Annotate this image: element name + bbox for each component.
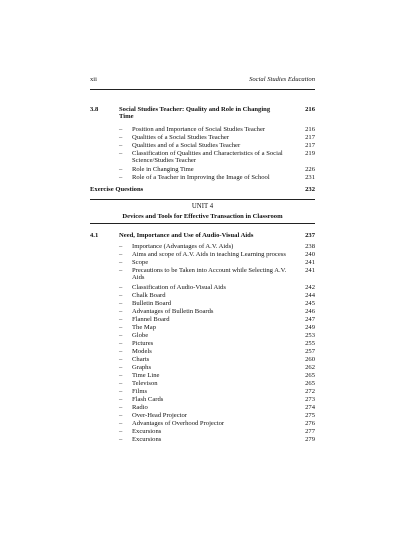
toc-item-text: Role in Changing Time xyxy=(132,166,194,173)
dash: – xyxy=(119,308,123,315)
toc-item-page: 241 xyxy=(305,267,315,274)
unit-top-rule xyxy=(90,199,315,200)
dash: – xyxy=(119,396,123,403)
toc-item-text: Scope xyxy=(132,259,149,266)
toc-item-page: 217 xyxy=(305,142,315,149)
dash: – xyxy=(119,292,123,299)
toc-item-text: Precautions to be Taken into Account while Selecting A.V. Aids xyxy=(132,267,287,282)
unit-bottom-rule xyxy=(90,223,315,224)
toc-item-page: 240 xyxy=(305,251,315,258)
dash: – xyxy=(119,340,123,347)
toc-item-text: Charts xyxy=(132,356,150,363)
dash: – xyxy=(119,126,123,133)
exercise-page: 232 xyxy=(305,186,315,193)
toc-item-page: 273 xyxy=(305,396,315,403)
toc-item-text: Time Line xyxy=(132,372,160,379)
toc-item-text: Flash Cards xyxy=(132,396,164,403)
dash: – xyxy=(119,316,123,323)
dash: – xyxy=(119,259,123,266)
toc-item-page: 216 xyxy=(305,126,315,133)
toc-item-page: 277 xyxy=(305,428,315,435)
toc-item-page: 272 xyxy=(305,388,315,395)
toc-item-text: Importance (Advantages of A.V. Aids) xyxy=(132,243,234,250)
toc-item-page: 246 xyxy=(305,308,315,315)
toc-item-text: Flannel Board xyxy=(132,316,170,323)
dash: – xyxy=(119,348,123,355)
dash: – xyxy=(119,388,123,395)
toc-item-page: 231 xyxy=(305,174,315,181)
toc-item-text: Graphs xyxy=(132,364,152,371)
toc-item-page: 257 xyxy=(305,348,315,355)
dash: – xyxy=(119,412,123,419)
toc-item-page: 276 xyxy=(305,420,315,427)
toc-item-page: 274 xyxy=(305,404,315,411)
dash: – xyxy=(119,134,123,141)
dash: – xyxy=(119,364,123,371)
toc-item-text: Classification of Audio-Visual Aids xyxy=(132,284,226,291)
toc-item-page: 241 xyxy=(305,259,315,266)
toc-item-text: Advantages of Bulletin Boards xyxy=(132,308,214,315)
toc-item-page: 242 xyxy=(305,284,315,291)
toc-item-page: 226 xyxy=(305,166,315,173)
page-number: xii xyxy=(90,76,97,83)
toc-item-text: Qualities of a Social Studies Teacher xyxy=(132,134,230,141)
toc-item-text: Excursions xyxy=(132,428,162,435)
dash: – xyxy=(119,428,123,435)
dash: – xyxy=(119,243,123,250)
dash: – xyxy=(119,300,123,307)
running-title: Social Studies Education xyxy=(249,76,315,83)
section-title: Social Studies Teacher: Quality and Role in Changing Time xyxy=(119,106,271,121)
dash: – xyxy=(119,420,123,427)
toc-item-text: Advantages of Overhood Projector xyxy=(132,420,225,427)
section-page: 216 xyxy=(305,106,315,113)
toc-item-page: 265 xyxy=(305,380,315,387)
toc-item-page: 255 xyxy=(305,340,315,347)
dash: – xyxy=(119,436,123,443)
toc-item-page: 262 xyxy=(305,364,315,371)
dash: – xyxy=(119,150,123,157)
header-rule xyxy=(90,89,315,90)
toc-item-text: Bulletin Board xyxy=(132,300,172,307)
dash: – xyxy=(119,404,123,411)
toc-item-text: Radio xyxy=(132,404,148,411)
toc-item-text: Pictures xyxy=(132,340,154,347)
section-title: Need, Importance and Use of Audio-Visual Aids xyxy=(119,232,254,239)
toc-item-text: Films xyxy=(132,388,148,395)
dash: – xyxy=(119,174,123,181)
toc-item xyxy=(90,267,315,283)
dash: – xyxy=(119,380,123,387)
toc-item-page: 245 xyxy=(305,300,315,307)
dash: – xyxy=(119,356,123,363)
toc-item-page: 279 xyxy=(305,436,315,443)
exercise-label: Exercise Questions xyxy=(90,186,144,193)
dash: – xyxy=(119,324,123,331)
toc-item-text: Aims and scope of A.V. Aids in teaching Learning process xyxy=(132,251,286,258)
toc-item-page: 265 xyxy=(305,372,315,379)
toc-item-text: Models xyxy=(132,348,152,355)
toc-item-text: Over-Head Projector xyxy=(132,412,187,419)
toc-item-page: 217 xyxy=(305,134,315,141)
toc-item-page: 244 xyxy=(305,292,315,299)
toc-item-page: 275 xyxy=(305,412,315,419)
toc-item-text: Role of a Teacher in Improving the Image of School xyxy=(132,174,270,181)
toc-item-text: Position and Importance of Social Studies Teacher xyxy=(132,126,266,133)
toc-item-page: 219 xyxy=(305,150,315,157)
section-number: 3.8 xyxy=(90,106,99,113)
toc-item-page: 247 xyxy=(305,316,315,323)
dash: – xyxy=(119,142,123,149)
section-page: 237 xyxy=(305,232,315,239)
dash: – xyxy=(119,251,123,258)
toc-item-text: Chalk Board xyxy=(132,292,166,299)
toc-item-page: 253 xyxy=(305,332,315,339)
toc-item-page: 238 xyxy=(305,243,315,250)
toc-item-text: Televison xyxy=(132,380,158,387)
dash: – xyxy=(119,332,123,339)
dash: – xyxy=(119,267,123,274)
dash: – xyxy=(119,372,123,379)
unit-subtitle: Devices and Tools for Effective Transaction in Classroom xyxy=(122,213,283,220)
toc-item-text: Classification of Qualities and Characteristics of a Social Science/Studies Teacher xyxy=(132,150,283,165)
unit-title: UNIT 4 xyxy=(191,203,214,210)
page-header xyxy=(90,76,315,88)
toc-item-page: 249 xyxy=(305,324,315,331)
toc-item-page: 260 xyxy=(305,356,315,363)
toc-item xyxy=(90,150,315,166)
toc-item-text: Excursions xyxy=(132,436,162,443)
section-heading-3-8 xyxy=(90,106,315,122)
section-number: 4.1 xyxy=(90,232,99,239)
dash: – xyxy=(119,284,123,291)
toc-item-text: Globe xyxy=(132,332,149,339)
toc-item-text: Qualities and of a Social Studies Teacher xyxy=(132,142,241,149)
toc-item-text: The Map xyxy=(132,324,156,331)
dash: – xyxy=(119,166,123,173)
